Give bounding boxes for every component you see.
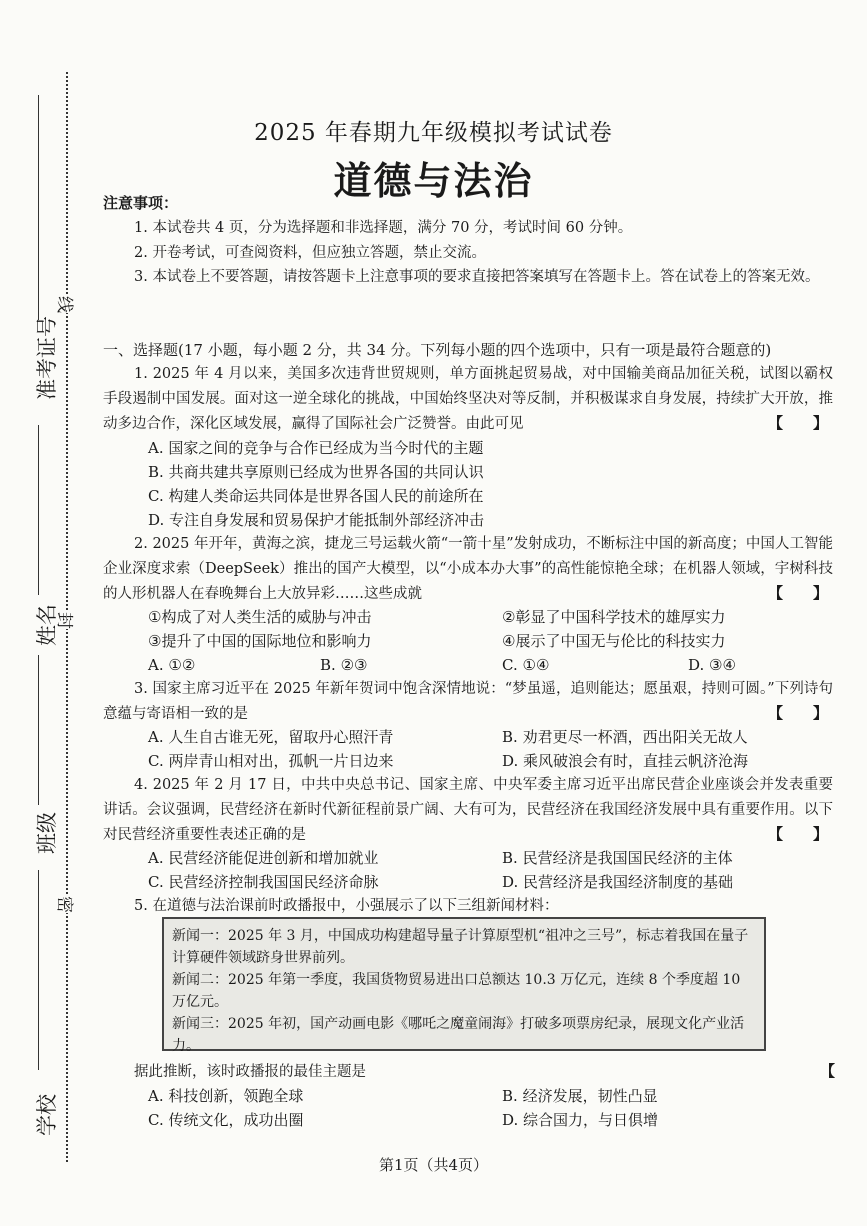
q4-option-c (148, 870, 379, 894)
q2-option-c (502, 653, 549, 677)
q2-option-a (148, 653, 195, 677)
option-text: 国家之间的竞争与合作已经成为当今时代的主题 (168, 439, 484, 457)
question-5-prompt: 据此推断，该时政播报的最佳主题是 (134, 1064, 366, 1080)
option-text: 乘风破浪会有时，直挂云帆济沧海 (523, 752, 749, 770)
section-heading: 一、选择题(17 小题，每小题 2 分，共 34 分。下列每小题的四个选项中，只有一项是最符合题意的) (103, 341, 772, 359)
q1-option-d (148, 508, 484, 532)
q4-option-b (502, 846, 733, 870)
option-text: 两岸青山相对出，孤帆一片日边来 (168, 752, 394, 770)
option-text: 科技创新，领跑全球 (168, 1087, 304, 1105)
school-label: 学校 (35, 1094, 59, 1136)
name-line (38, 425, 39, 595)
option-text: ①④ (522, 656, 550, 674)
option-text: 民营经济是我国经济制度的基础 (523, 873, 734, 891)
option-text: 民营经济能促进创新和增加就业 (168, 849, 379, 867)
q3-option-b (502, 725, 748, 749)
notes-heading: 注意事项： (103, 194, 179, 212)
option-text: 构建人类命运共同体是世界各国人民的前途所在 (168, 487, 484, 505)
option-text: ②③ (340, 656, 368, 674)
option-text: 民营经济控制我国国民经济命脉 (168, 873, 379, 891)
page-number: 第1页（共4页） (378, 1156, 489, 1174)
news-item-2: 新闻二：2025 年第一季度，我国货物贸易进出口总额达 10.3 万亿元，连续 8 个季度超 10 万亿元。 (172, 972, 741, 1010)
option-letter: C. (502, 656, 518, 674)
option-text: ①② (168, 656, 196, 674)
option-text: ③④ (709, 656, 736, 674)
q2-item-4: ④展示了中国无与伦比的科技实力 (502, 632, 726, 650)
answer-bracket-5: 【 (820, 1062, 836, 1080)
option-text: 经济发展，韧性凸显 (522, 1087, 658, 1105)
q3-option-a (148, 725, 393, 749)
q1-option-b (148, 460, 484, 484)
note-3: 3. 本试卷上不要答题，请按答题卡上注意事项的要求直接把答案填写在答题卡上。答在试卷上的答案无效。 (134, 269, 820, 285)
option-letter: D. (502, 873, 519, 891)
question-4-stem: 4. 2025 年 2 月 17 日，中共中央总书记、国家主席、中央军委主席习近平出席民营企业座谈会并发表重要讲话。会议强调，民营经济在新时代新征程前景广阔、大有可为，民营经济在我国经济发展中具有重要作用。以下对民营经济重要性表述正确的是 (103, 777, 833, 843)
option-text: 民营经济是我国国民经济的主体 (522, 849, 733, 867)
answer-bracket-4: 【 】 (768, 825, 829, 843)
school-line (38, 870, 39, 1070)
option-letter: C. (148, 752, 164, 770)
option-letter: C. (148, 873, 164, 891)
option-text: 专注自身发展和贸易保护才能抵制外部经济冲击 (169, 511, 485, 529)
news-material-box (162, 917, 766, 1054)
q3-option-d (502, 749, 748, 773)
note-1: 1. 本试卷共 4 页，分为选择题和非选择题，满分 70 分，考试时间 60 分钟。 (134, 220, 633, 236)
q5-option-a (148, 1084, 303, 1108)
q5-option-c (148, 1108, 304, 1132)
q2-item-3: ③提升了中国的国际地位和影响力 (148, 632, 372, 650)
option-letter: B. (148, 463, 164, 481)
q4-option-d (502, 870, 733, 894)
exam-title: 2025 年春期九年级模拟考试试卷 (254, 120, 613, 146)
option-text: 综合国力，与日俱增 (523, 1111, 659, 1129)
option-text: 劝君更尽一杯酒，西出阳关无故人 (522, 728, 748, 746)
q2-item-1: ①构成了对人类生活的威胁与冲击 (148, 608, 372, 626)
subject-title: 道德与法治 (333, 159, 534, 203)
option-letter: D. (502, 1111, 519, 1129)
option-text: 传统文化，成功出圈 (168, 1111, 304, 1129)
option-text: 共商共建共享原则已经成为世界各国的共同认识 (168, 463, 484, 481)
q1-option-a (148, 436, 483, 460)
option-letter: A. (148, 1087, 164, 1105)
option-letter: B. (502, 728, 518, 746)
option-letter: A. (148, 439, 164, 457)
option-letter: A. (148, 728, 164, 746)
option-letter: A. (148, 656, 164, 674)
question-2-stem: 2. 2025 年开年，黄海之滨，捷龙三号运载火箭“一箭十星”发射成功，不断标注中国的新高度；中国人工智能企业深度求索（DeepSeek）推出的国产大模型，以“小成本办大事”的高性能惊艳全球；在机器人领域，宇树科技的人形机器人在春晚舞台上大放异彩……这些成就 (103, 536, 833, 602)
class-line-top (38, 655, 39, 805)
cut-word-mi: 密 (52, 896, 81, 913)
option-letter: B. (502, 849, 518, 867)
q4-option-a (148, 846, 378, 870)
q2-option-b (320, 653, 367, 677)
news-item-1: 新闻一：2025 年 3 月，中国成功构建超导量子计算原型机“祖冲之三号”，标志着我国在量子计算硬件领域跻身世界前列。 (172, 928, 749, 966)
news-item-3: 新闻三：2025 年初，国产动画电影《哪吒之魔童闹海》打破多项票房纪录，展现文化产业活力。 (172, 1016, 745, 1054)
exam-number-label: 准考证号 (35, 316, 59, 400)
q1-option-c (148, 484, 484, 508)
answer-bracket-3: 【 】 (768, 704, 829, 722)
option-letter: D. (688, 656, 705, 674)
question-3-stem: 3. 国家主席习近平在 2025 年新年贺词中饱含深情地说：“梦虽遥，追则能达；愿虽艰，持则可圆。”下列诗句意蕴与寄语相一致的是 (103, 681, 833, 722)
option-letter: D. (148, 511, 165, 529)
option-letter: D. (502, 752, 519, 770)
cut-word-feng: 封 (52, 612, 81, 629)
option-letter: B. (502, 1087, 518, 1105)
answer-bracket-1: 【 】 (768, 414, 829, 432)
option-letter: C. (148, 487, 164, 505)
option-letter: C. (148, 1111, 164, 1129)
option-text: 人生自古谁无死，留取丹心照汗青 (168, 728, 394, 746)
q2-option-d (688, 653, 736, 677)
question-1-stem: 1. 2025 年 4 月以来，美国多次违背世贸规则，单方面挑起贸易战，对中国输美商品加征关税，试图以霸权手段遏制中国发展。面对这一逆全球化的挑战，中国始终坚决对等反制，并积极谋求自身发展，持续扩大开放，推动多边合作，深化区域发展，赢得了国际社会广泛赞誉。由此可见 (103, 366, 833, 432)
cut-word-xian: 线 (52, 296, 81, 313)
q5-option-d (502, 1108, 658, 1132)
option-letter: B. (320, 656, 336, 674)
class-label: 班级 (35, 812, 59, 854)
answer-bracket-2: 【 】 (768, 584, 829, 602)
question-5-stem: 5. 在道德与法治课前时政播报中，小强展示了以下三组新闻材料： (134, 898, 559, 914)
name-label: 姓名 (35, 604, 59, 646)
q3-option-c (148, 749, 394, 773)
q2-item-2: ②彰显了中国科学技术的雄厚实力 (502, 608, 726, 626)
q5-option-b (502, 1084, 658, 1108)
option-letter: A. (148, 849, 164, 867)
note-2: 2. 开卷考试，可查阅资料，但应独立答题，禁止交流。 (134, 245, 486, 261)
